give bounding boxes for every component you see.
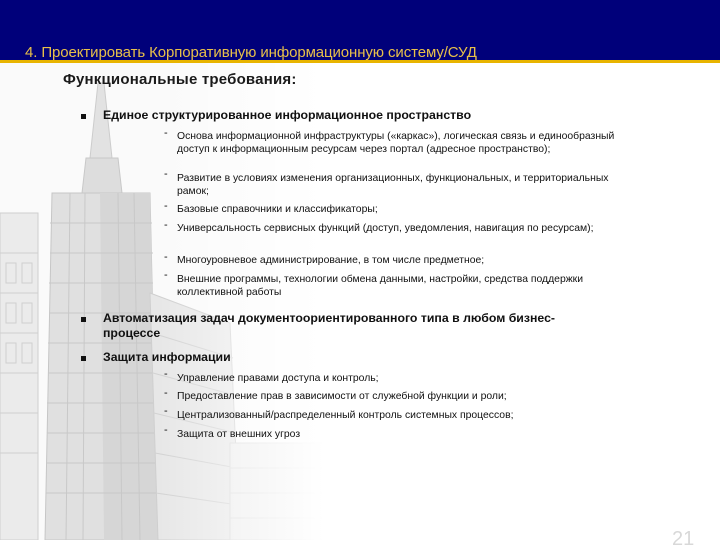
list-item: Внешние программы, технологии обмена данными, настройки, средства поддержки коллективной работы <box>177 274 584 298</box>
dash-icon: - <box>164 405 168 417</box>
list-item: Основа информационной инфраструктуры («каркас»), логическая связь и единообразный доступ к информационным ресурсам через портал (адресное пространство); <box>177 131 615 155</box>
list-item: Многоуровневое администрирование, в том числе предметное; <box>177 255 485 266</box>
dash-icon: - <box>164 168 168 180</box>
section-heading: Защита информации <box>103 350 231 364</box>
section-subtitle: Функциональные требования: <box>63 71 297 88</box>
list-item: Предоставление прав в зависимости от служебной функции и роли; <box>177 391 507 402</box>
dash-icon: - <box>164 368 168 380</box>
dash-icon: - <box>164 424 168 436</box>
dash-icon: - <box>164 127 168 139</box>
dash-icon: - <box>164 387 168 399</box>
list-item: Защита от внешних угроз <box>177 429 301 440</box>
page-number: 21 <box>672 528 695 550</box>
square-bullet-icon <box>81 356 86 361</box>
list-item: Управление правами доступа и контроль; <box>177 373 379 384</box>
slide-title: 4. Проектировать Корпоративную информационную систему/СУД <box>25 44 477 61</box>
dash-icon: - <box>164 219 168 231</box>
dash-icon: - <box>164 251 168 263</box>
section-heading: Единое структурированное информационное пространство <box>103 108 472 122</box>
dash-icon: - <box>164 200 168 212</box>
list-item: Универсальность сервисных функций (доступ, уведомления, навигация по ресурсам); <box>177 223 594 234</box>
list-item: Централизованный/распределенный контроль системных процессов; <box>177 410 514 421</box>
square-bullet-icon <box>81 317 86 322</box>
list-item: Базовые справочники и классификаторы; <box>177 204 378 215</box>
square-bullet-icon <box>81 114 86 119</box>
section-heading: Автоматизация задач документоориентированного типа в любом бизнес-процессе <box>103 311 556 340</box>
dash-icon: - <box>164 269 168 281</box>
list-item: Развитие в условиях изменения организационных, функциональных, и территориальных рамок; <box>177 173 609 197</box>
